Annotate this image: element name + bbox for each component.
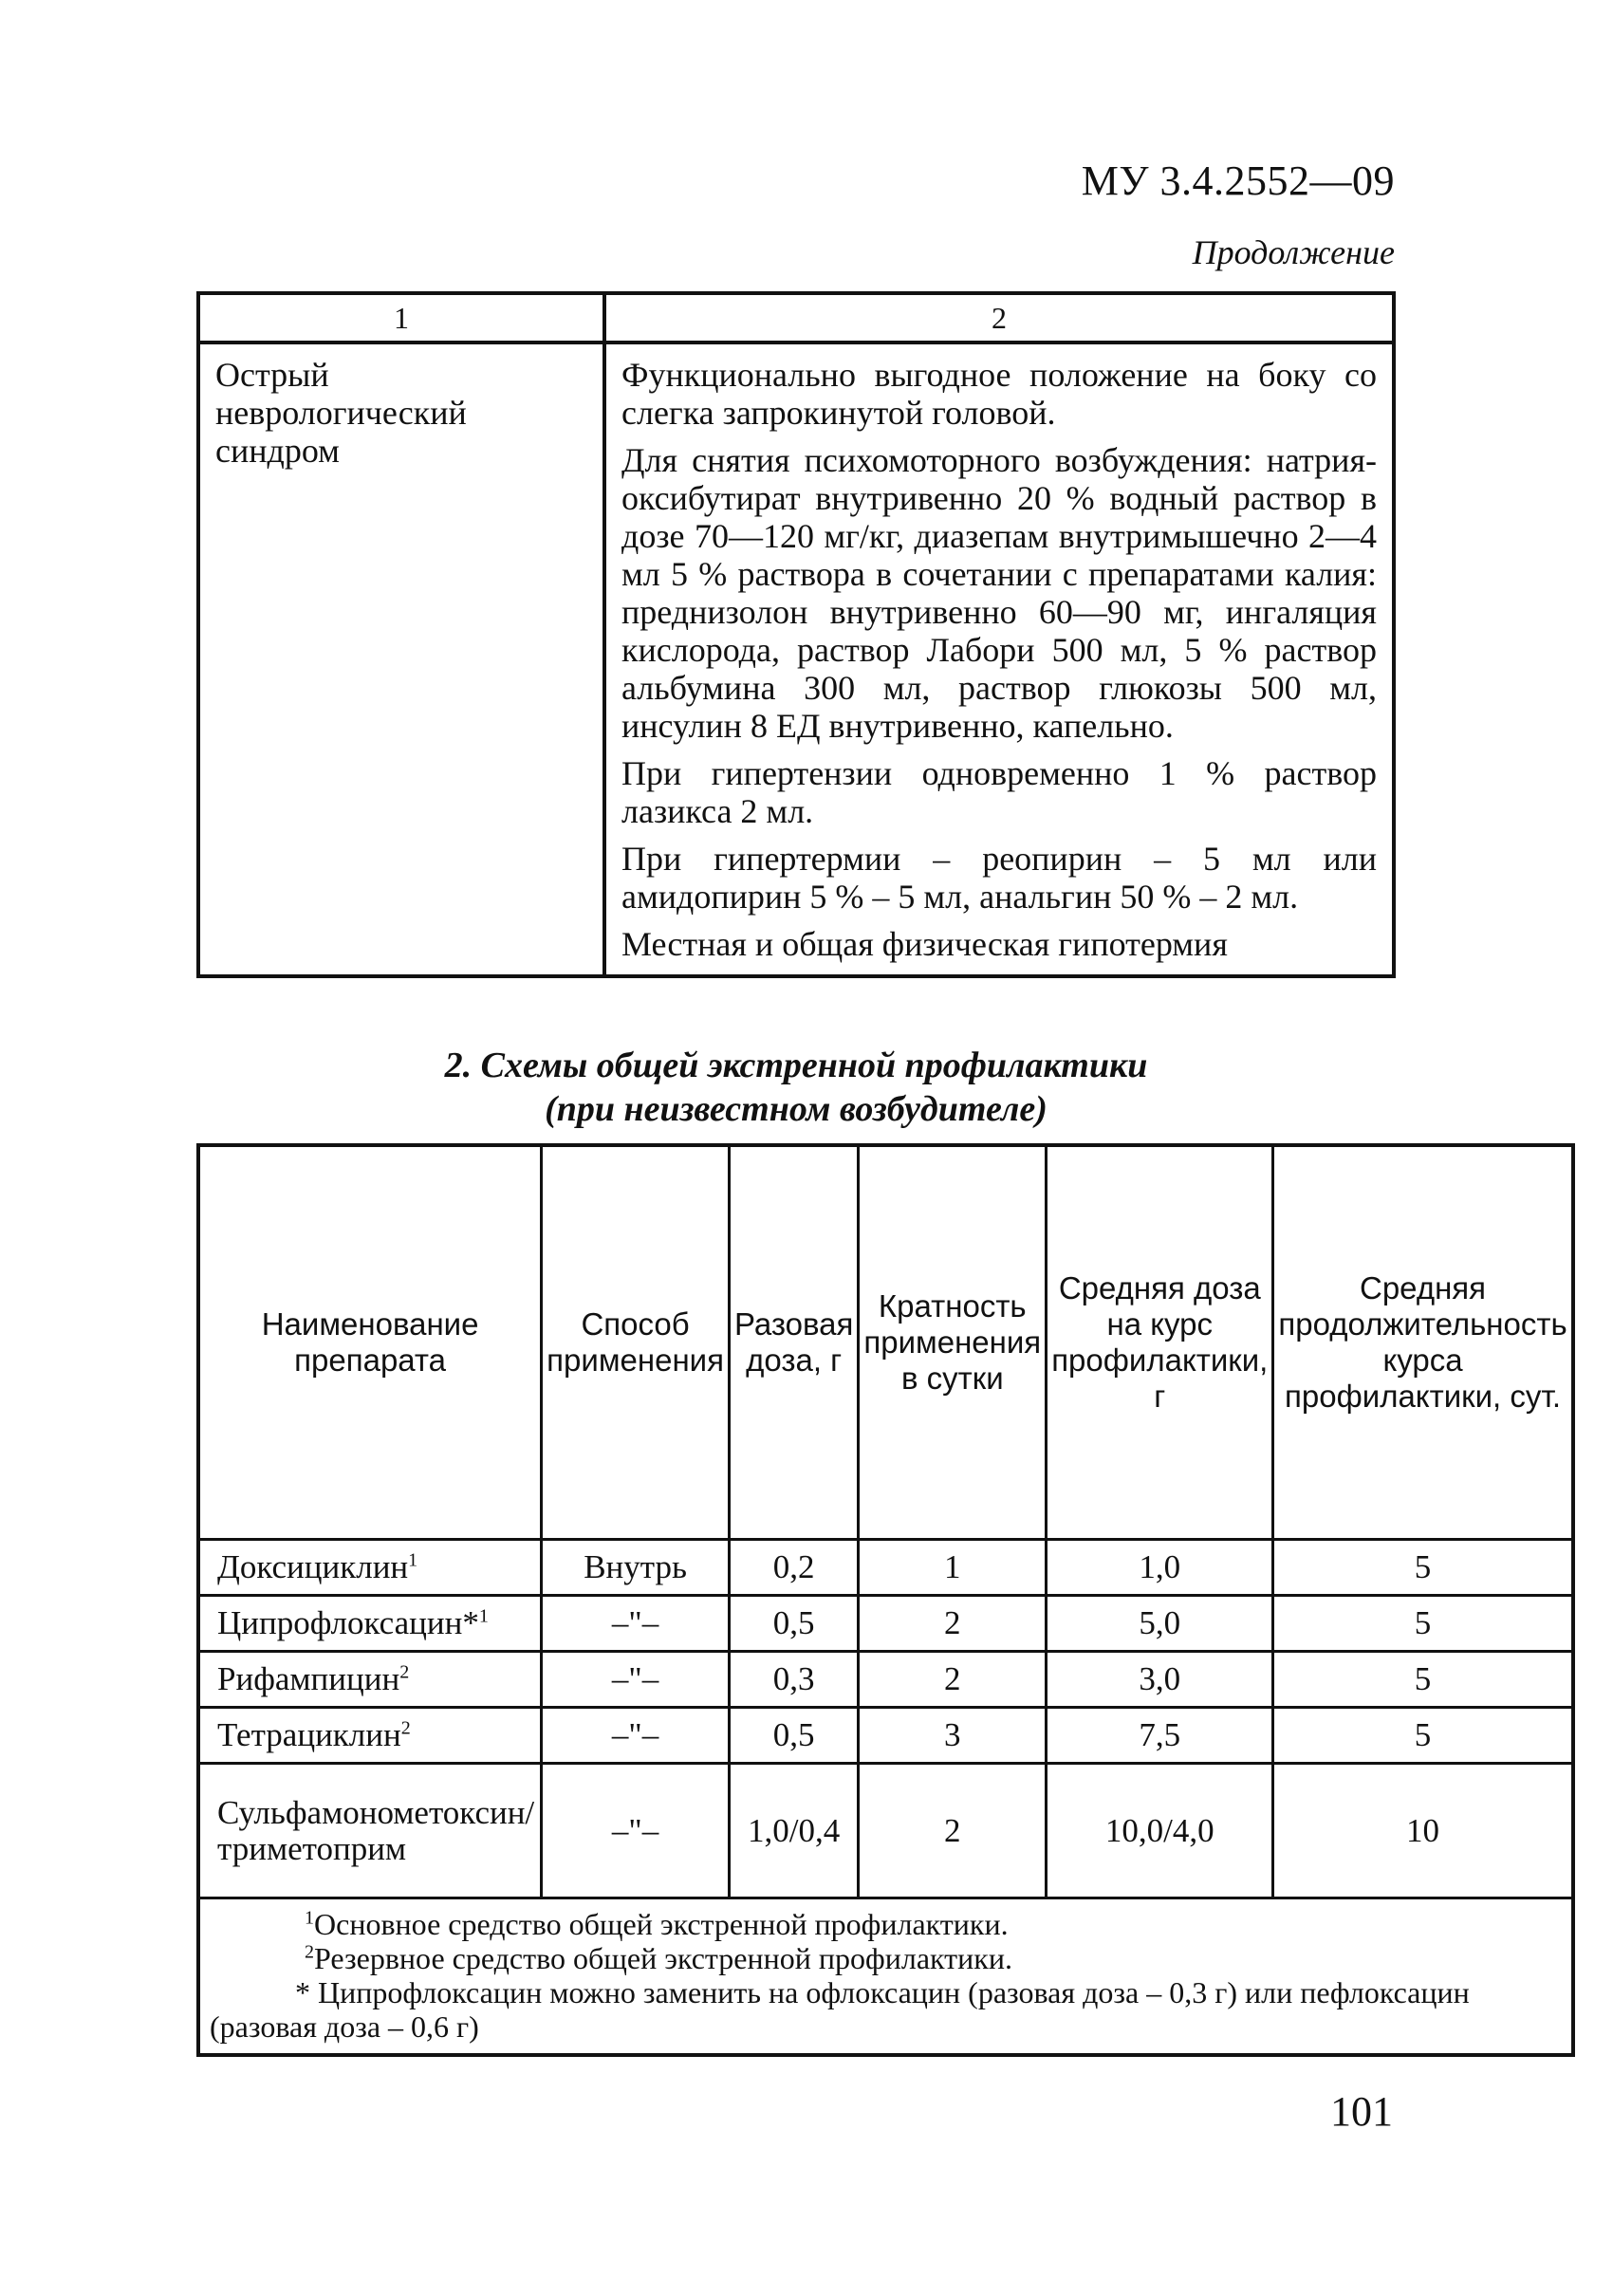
footnote-marker: 2	[400, 1717, 411, 1739]
table-row	[198, 1652, 1573, 1708]
frequency-cell: 2	[859, 1596, 1047, 1652]
footnote-marker: 1	[408, 1549, 418, 1571]
treatment-paragraph: Функционально выгодное положение на боку со слегка запрокинутой головой.	[621, 356, 1377, 432]
table-header-row	[198, 293, 1394, 343]
footnote-marker: 1	[478, 1605, 489, 1627]
treatment-cell	[604, 343, 1394, 976]
header-course-dose: Средняя доза на курс профилактики, г	[1047, 1145, 1273, 1540]
route-cell: –"–	[542, 1708, 730, 1764]
treatment-paragraph: При гипертензии одновременно 1 % раствор лазикса 2 мл.	[621, 754, 1377, 830]
route-cell: –"–	[542, 1764, 730, 1898]
footnotes-cell	[198, 1898, 1573, 2056]
footnote-text: Основное средство общей экстренной профилактики.	[314, 1907, 1009, 1941]
dose-cell: 0,5	[729, 1708, 858, 1764]
footnote-marker: 1	[305, 1907, 314, 1929]
course-dose-cell: 10,0/4,0	[1047, 1764, 1273, 1898]
section-title	[196, 1044, 1396, 1131]
table-row	[198, 343, 1394, 976]
course-dose-cell: 1,0	[1047, 1540, 1273, 1596]
prophylaxis-table	[196, 1143, 1575, 2057]
header-frequency: Кратность применения в сутки	[859, 1145, 1047, 1540]
course-dose-cell: 3,0	[1047, 1652, 1273, 1708]
drug-name-cell: Сульфамонометоксин/триметоприм	[198, 1764, 542, 1898]
frequency-cell: 2	[859, 1652, 1047, 1708]
footnote-text: * Ципрофлоксацин можно заменить на офлоксацин (разовая доза – 0,3 г) или пефлоксацин (разовая доза – 0,6 г)	[210, 1975, 1470, 2044]
table-row	[198, 1596, 1573, 1652]
treatment-paragraph: При гипертермии – реопирин – 5 мл или амидопирин 5 % – 5 мл, анальгин 50 % – 2 мл.	[621, 840, 1377, 916]
duration-cell: 5	[1273, 1540, 1573, 1596]
course-dose-cell: 5,0	[1047, 1596, 1273, 1652]
header-drug-name: Наименование препарата	[198, 1145, 542, 1540]
duration-cell: 5	[1273, 1652, 1573, 1708]
treatment-table	[196, 291, 1396, 978]
drug-name: Ципрофлоксацин*	[217, 1604, 479, 1641]
drug-name: Рифампицин	[217, 1660, 400, 1697]
page-number: 101	[1330, 2088, 1393, 2135]
header-single-dose: Разовая доза, г	[729, 1145, 858, 1540]
course-dose-cell: 7,5	[1047, 1708, 1273, 1764]
duration-cell: 5	[1273, 1708, 1573, 1764]
table-row	[198, 1540, 1573, 1596]
section-title-line-2: (при неизвестном возбудителе)	[545, 1089, 1048, 1129]
continuation-label: Продолжение	[1192, 233, 1395, 271]
header-route: Способ применения	[542, 1145, 730, 1540]
duration-cell: 10	[1273, 1764, 1573, 1898]
drug-name: Доксициклин	[217, 1548, 409, 1585]
footnote-1	[210, 1907, 1562, 1941]
footnote-text: Резервное средство общей экстренной профилактики.	[314, 1941, 1012, 1975]
frequency-cell: 2	[859, 1764, 1047, 1898]
footnote-3	[210, 1975, 1562, 2044]
document-id: МУ 3.4.2552—09	[1081, 157, 1395, 204]
drug-name-cell	[198, 1652, 542, 1708]
treatment-paragraph: Для снятия психомоторного возбуждения: натрия-оксибутират внутривенно 20 % водный раствор в дозе 70—120 мг/кг, диазепам внутримышечно 2—4 мл 5 % раствора в сочетании с препаратами калия: преднизолон внутривенно 60—90 мг, ингаляция кислорода, раствор Лабори 500 мл, 5 % раствор альбумина 300 мл, раствор глюкозы 500 мл, инсулин 8 ЕД внутривенно, капельно.	[621, 441, 1377, 745]
drug-name-cell	[198, 1540, 542, 1596]
route-cell: –"–	[542, 1652, 730, 1708]
route-cell: Внутрь	[542, 1540, 730, 1596]
column-header-2: 2	[604, 293, 1394, 343]
duration-cell: 5	[1273, 1596, 1573, 1652]
table-row	[198, 1764, 1573, 1898]
dose-cell: 0,2	[729, 1540, 858, 1596]
condition-cell: Острый неврологический синдром	[198, 343, 604, 976]
footnote-marker: 2	[399, 1661, 410, 1683]
header-course-duration: Средняя продолжительность курса профилактики, сут.	[1273, 1145, 1573, 1540]
table-header-row	[198, 1145, 1573, 1540]
notes-row	[198, 1898, 1573, 2056]
frequency-cell: 1	[859, 1540, 1047, 1596]
footnote-2	[210, 1941, 1562, 1975]
treatment-paragraph: Местная и общая физическая гипотермия	[621, 925, 1228, 963]
dose-cell: 1,0/0,4	[729, 1764, 858, 1898]
footnote-marker: 2	[305, 1941, 314, 1963]
dose-cell: 0,5	[729, 1596, 858, 1652]
section-title-line-1: 2. Схемы общей экстренной профилактики	[444, 1046, 1148, 1085]
drug-name: Тетрациклин	[217, 1716, 401, 1753]
table-row	[198, 1708, 1573, 1764]
column-header-1: 1	[198, 293, 604, 343]
frequency-cell: 3	[859, 1708, 1047, 1764]
route-cell: –"–	[542, 1596, 730, 1652]
drug-name-cell	[198, 1596, 542, 1652]
drug-name-cell	[198, 1708, 542, 1764]
dose-cell: 0,3	[729, 1652, 858, 1708]
